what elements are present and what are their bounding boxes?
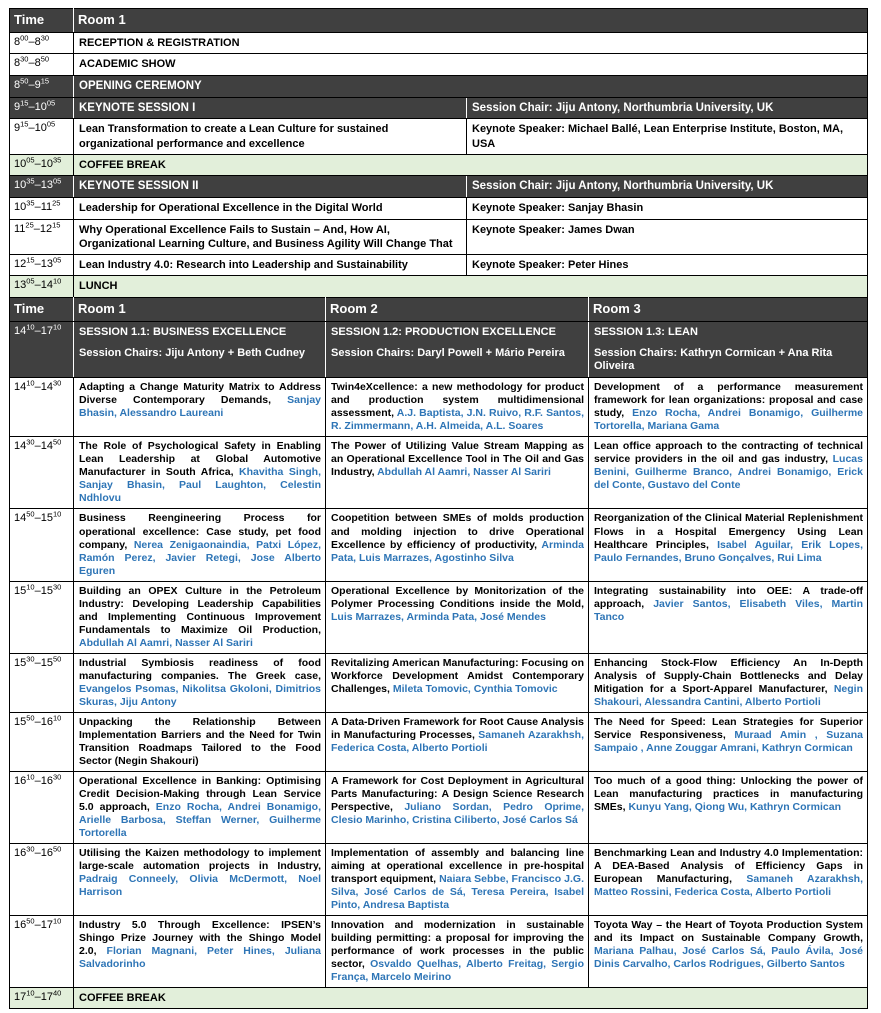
paper-title: Unpacking the Relationship Between Implementation Barriers and the Need for Twin Transition Roadmaps Tailored to the Food Sector (Negin Shakouri) [79,715,321,767]
paper-title: Business Reengineering Process for operational excellence: Case study, pet food company, [79,512,321,551]
time-cell [10,219,74,255]
time-start-hour: 10 [14,201,27,214]
time-separator: – [34,512,41,525]
time-separator: – [34,158,41,171]
paper-cell [589,653,868,712]
schedule-row [10,219,868,255]
schedule-row [10,155,868,176]
paper-title: A Framework for Cost Deployment in Agricultural Parts Manufacturing: A Design Science Research Perspective, [331,774,584,813]
time-end-hour: 14 [40,279,53,292]
time-start-minutes: 10 [26,772,35,782]
paper-cell [74,509,326,581]
time-end-hour: 17 [40,324,53,337]
session-title: SESSION 1.2: PRODUCTION EXCELLENCE [331,325,556,338]
time-start-hour: 15 [14,715,27,728]
time-end-minutes: 50 [52,653,62,663]
time-start-minutes: 10 [26,581,35,591]
paper-cell [326,437,589,509]
time-start-hour: 13 [14,279,27,292]
paper-cell [326,378,589,437]
paper-cell [74,378,326,437]
paper-authors: Arminda Pata, Luis Marrazes, Agostinho Silva [331,538,584,564]
time-cell [10,75,74,97]
schedule-row [10,119,868,155]
time-end-minutes: 05 [52,176,62,186]
paper-cell [74,712,326,771]
time-separator: – [34,324,41,337]
paper-authors: Negin Shakouri, Alessandra Cantini, Alberto Portioli [594,682,863,708]
time-end-minutes: 25 [52,198,61,208]
time-end-minutes: 50 [52,437,62,447]
paper-cell [74,437,326,509]
paper-cell [589,771,868,843]
morning-schedule-table [9,8,868,298]
time-cell [10,255,74,276]
session-chairs: Session Chairs: Kathryn Cormican + Ana Rita Oliveira [594,346,833,373]
paper-authors: Khavitha Singh, Sanjay Bhasin, Paul Laughton, Celestin Ndhlovu [79,466,321,505]
time-start-minutes: 05 [26,155,35,165]
time-start-hour: 15 [14,584,27,597]
time-end-hour: 16 [40,846,53,859]
time-end-hour: 13 [40,258,53,271]
paper-row [10,509,868,581]
paper-cell [326,509,589,581]
time-end-minutes: 15 [52,219,61,229]
session-chairs: Session Chairs: Jiju Antony + Beth Cudney [79,346,306,359]
time-start-hour: 14 [14,381,27,394]
time-end-hour: 8 [34,36,41,48]
time-start-hour: 16 [14,774,27,787]
time-separator: – [28,57,35,70]
time-start-minutes: 10 [26,378,35,388]
paper-row [10,915,868,987]
afternoon-schedule-table [9,297,868,1010]
paper-authors: Kunyu Yang, Qiong Wu, Kathryn Cormican [628,800,841,813]
event-cell: COFFEE BREAK [74,155,868,176]
paper-title: Industrial Symbiosis readiness of food manufacturing companies. The Greek case, [79,656,321,682]
time-cell [10,712,74,771]
time-end-hour: 8 [34,57,41,70]
time-start-hour: 10 [14,158,27,171]
paper-authors: Abdullah Al Aamri, Nasser Al Sariri [377,466,551,479]
paper-authors: Samaneh Azarakhsh, Matteo Rossini, Federica Costa, Alberto Portioli [594,872,864,898]
time-start-hour: 9 [14,122,21,135]
time-start-minutes: 35 [26,176,35,186]
event-title-cell: Lean Transformation to create a Lean Culture for sustained organizational performance and excellence [74,119,467,155]
time-end-minutes: 30 [52,378,62,388]
time-end-hour: 16 [40,715,53,728]
time-end-hour: 16 [40,774,53,787]
time-start-hour: 10 [14,179,27,192]
time-end-minutes: 50 [52,844,62,854]
paper-cell [589,843,868,915]
paper-cell [589,712,868,771]
time-end-hour: 17 [40,918,53,931]
time-end-hour: 12 [39,222,53,235]
time-separator: – [34,584,41,597]
time-start-minutes: 35 [26,198,35,208]
paper-title: The Need for Speed: Lean Strategies for Superior Service Responsiveness, [594,715,863,741]
time-end-hour: 15 [40,584,53,597]
room1-column-header: Room 1 [74,297,326,321]
event-speaker-cell: Session Chair: Jiju Antony, Northumbria University, UK [467,176,868,198]
session-chairs: Session Chairs: Daryl Powell + Mário Pereira [331,346,565,359]
time-end-hour: 14 [40,440,53,453]
paper-authors: Padraig Conneely, Olivia McDermott, Noel Harrison [79,872,321,898]
paper-title: Industry 5.0 Through Excellence: IPSEN’s Shingo Prize Journey with the Shingo Model 2.0, [79,918,321,957]
time-start-hour: 12 [14,258,27,271]
paper-cell [326,915,589,987]
schedule-row [10,97,868,119]
paper-title: Revitalizing American Manufacturing: Focusing on Workforce Development Amidst Contemporary Challenges, [331,656,584,695]
schedule-row [10,198,868,219]
paper-title: Utilising the Kaizen methodology to implement large-scale automation projects in Industry, [79,846,321,872]
time-end-hour: 15 [40,512,53,525]
time-separator: – [34,918,41,931]
paper-cell [589,378,868,437]
paper-cell [589,915,868,987]
time-cell [10,437,74,509]
paper-row [10,437,868,509]
paper-authors: Enzo Rocha, Andrei Bonamigo, Arielle Barbosa, Steffan Werner, Guilherme Tortorella [79,800,322,839]
time-start-minutes: 50 [26,713,35,723]
paper-cell [74,843,326,915]
time-separator: – [34,846,41,859]
time-cell [10,653,74,712]
time-cell [10,509,74,581]
time-start-minutes: 15 [26,255,35,265]
room2-column-header: Room 2 [326,297,589,321]
time-start-minutes: 05 [26,276,35,286]
room1-column-header: Room 1 [74,9,868,33]
time-start-hour: 8 [14,36,21,48]
session-header-cell [326,321,589,378]
time-cell [10,97,74,119]
room3-column-header: Room 3 [589,297,868,321]
time-separator: – [34,201,41,214]
paper-cell [74,581,326,653]
time-start-hour: 17 [14,991,27,1003]
schedule-row [10,75,868,97]
time-cell [10,771,74,843]
time-end-minutes: 05 [52,255,62,265]
paper-title: Toyota Way – the Heart of Toyota Production System and its Impact on Sustainable Company Growth, [594,918,863,944]
paper-authors: Isabel Aguilar, Erik Lopes, Paulo Fernandes, Bruno Gonçalves, Rui Lima [594,538,864,564]
paper-title: Reorganization of the Clinical Material Replenishment Flows in a Hospital Emergency Using Lean Healthcare Principles, [594,512,863,551]
time-start-minutes: 50 [26,916,35,926]
time-end-minutes: 30 [40,33,50,43]
time-separator: – [34,656,41,669]
time-separator: – [34,440,41,453]
paper-cell [589,437,868,509]
time-end-minutes: 10 [52,713,62,723]
event-cell: ACADEMIC SHOW [74,54,868,75]
time-start-hour: 11 [14,222,26,235]
time-start-hour: 8 [14,57,21,70]
time-start-minutes: 50 [26,509,35,519]
paper-authors: Luis Marrazes, Arminda Pata, José Mendes [331,610,546,623]
paper-authors: Juliano Sordan, Pedro Oprime, Clesio Marinho, Cristina Ciliberto, José Carlos Sá [331,800,585,826]
paper-title: Enhancing Stock-Flow Efficiency An In-Depth Analysis of Supply-Chain Bottlenecks and Delay Mitigation for a Sport-Apparel Manufacturer, [594,656,863,695]
event-speaker-cell: Keynote Speaker: Sanjay Bhasin [467,198,868,219]
time-separator: – [28,122,35,135]
paper-cell [74,653,326,712]
afternoon-body [10,321,868,1009]
paper-authors: Evangelos Psomas, Nikolitsa Gkoloni, Dimitrios Skuras, Jiju Antony [79,682,321,708]
time-end-hour: 13 [40,179,53,192]
paper-title: Lean office approach to the contracting of technical service providers in the oil and gas industry, [594,440,863,466]
time-end-minutes: 05 [46,97,56,107]
time-start-hour: 9 [14,100,21,113]
time-separator: – [34,279,41,292]
time-start-minutes: 10 [26,322,35,332]
paper-title: Adapting a Change Maturity Matrix to Address Diverse Contemporary Demands, [79,381,321,407]
time-cell [10,321,74,378]
paper-authors: Sanjay Bhasin, Alessandro Laureani [79,394,321,420]
session-title: SESSION 1.1: BUSINESS EXCELLENCE [79,325,287,338]
schedule-row [10,255,868,276]
paper-row [10,653,868,712]
paper-cell [326,653,589,712]
paper-title: Coopetition between SMEs of molds production and molding injection to drive Operational Excellence by efficiency of productivity, [331,512,584,551]
paper-cell [74,915,326,987]
time-cell [10,581,74,653]
time-cell [10,276,74,297]
time-end-hour: 15 [40,656,53,669]
paper-authors: Muraad Amin , Suzana Sampaio , Anne Zouggar Amrani, Kathryn Cormican [594,728,863,754]
event-title-cell: KEYNOTE SESSION II [74,176,467,198]
time-start-hour: 15 [14,656,27,669]
time-cell [10,988,74,1009]
paper-authors: Lucas Benini, Guilherme Branco, Andrei Bonamigo, Erick del Conte, Gustavo del Conte [594,453,863,492]
time-start-minutes: 50 [20,75,29,85]
time-start-hour: 16 [14,846,27,859]
time-separator: – [34,715,41,728]
paper-cell [589,581,868,653]
event-title-cell: Why Operational Excellence Fails to Sustain – And, How AI, Organizational Learning Culture, and Business Agility Will Change That [74,219,467,255]
paper-title: A Data-Driven Framework for Root Cause Analysis in Manufacturing Processes, [331,715,584,741]
time-end-minutes: 10 [52,509,62,519]
time-end-minutes: 30 [52,772,62,782]
paper-title: Operational Excellence by Monitorization of the Polymer Processing Conditions inside the Mold, [331,584,584,610]
afternoon-header-row [10,297,868,321]
paper-row [10,712,868,771]
schedule-row [10,54,868,75]
event-speaker-cell: Session Chair: Jiju Antony, Northumbria University, UK [467,97,868,119]
time-start-minutes: 30 [26,437,35,447]
time-start-minutes: 25 [25,219,34,229]
paper-cell [326,581,589,653]
time-separator: – [34,774,41,787]
time-end-hour: 17 [40,991,53,1003]
session-title: SESSION 1.3: LEAN [594,325,698,338]
morning-header-row [10,9,868,33]
paper-authors: Samaneh Azarakhsh, Federica Costa, Alberto Portioli [331,728,584,754]
event-speaker-cell: Keynote Speaker: Michael Ballé, Lean Enterprise Institute, Boston, MA, USA [467,119,868,155]
paper-cell [326,771,589,843]
time-cell [10,176,74,198]
event-cell: COFFEE BREAK [74,988,868,1009]
time-start-minutes: 30 [26,844,35,854]
paper-row [10,581,868,653]
schedule-row [10,33,868,54]
time-start-minutes: 30 [26,653,35,663]
paper-cell [326,712,589,771]
time-end-minutes: 30 [52,581,62,591]
time-column-header: Time [10,297,74,321]
paper-title: The Power of Utilizing Value Stream Mapping as an Operational Excellence Tool in The Oil and Gas Industry, [331,440,584,479]
time-end-minutes: 05 [46,119,56,129]
paper-authors: A.J. Baptista, J.N. Ruivo, R.F. Santos, R. Zimmermann, A.H. Almeida, A.L. Soares [331,407,584,433]
time-end-hour: 9 [34,78,41,91]
paper-title: Benchmarking Lean and Industry 4.0 Implementation: A DEA-Based Analysis of Efficiency Gaps in European Manufacturing, [594,846,863,885]
event-title-cell: KEYNOTE SESSION I [74,97,467,119]
session-header-cell [589,321,868,378]
paper-title: Building an OPEX Culture in the Petroleum Industry: Developing Leadership Capabilities and Implementing Continuous Improvement Fundamentals to Maximize Oil Production, [79,584,321,636]
time-start-minutes: 00 [20,33,29,43]
time-cell [10,155,74,176]
time-cell [10,843,74,915]
time-end-minutes: 50 [40,54,50,64]
time-end-minutes: 40 [52,988,62,998]
time-cell [10,198,74,219]
paper-title: The Role of Psychological Safety in Enabling Lean Leadership at Global Automotive Manufacturer in South Africa, [79,440,321,479]
time-end-minutes: 35 [52,155,62,165]
time-cell [10,33,74,54]
time-cell [10,915,74,987]
event-speaker-cell: Keynote Speaker: Peter Hines [467,255,868,276]
paper-title: Integrating sustainability into OEE: A trade-off approach, [594,584,863,610]
paper-title: Twin4eXcellence: a new methodology for product and production system multidimensional assessment, [331,381,584,420]
paper-row [10,771,868,843]
paper-authors: Abdullah Al Aamri, Nasser Al Sariri [79,636,253,649]
schedule-row [10,276,868,297]
paper-authors: Mileta Tomovic, Cynthia Tomovic [392,682,558,695]
event-cell: RECEPTION & REGISTRATION [74,33,868,54]
paper-authors: Nerea Zenigaonaindia, Patxi López, Ramón Perez, Javier Retegi, Jose Alberto Eguren [79,538,321,577]
time-start-minutes: 10 [26,988,35,998]
time-cell [10,54,74,75]
time-column-header: Time [10,9,74,33]
morning-body [10,33,868,298]
paper-cell [589,509,868,581]
paper-cell [74,771,326,843]
paper-title: Too much of a good thing: Unlocking the power of Lean manufacturing practices in manufacturing SMEs, [594,774,863,813]
paper-row [10,378,868,437]
paper-authors: Enzo Rocha, Andrei Bonamigo, Guilherme Tortorella, Mariana Gama [594,407,863,433]
time-start-minutes: 15 [20,97,29,107]
time-separator: – [34,258,41,271]
paper-authors: Naiara Sebbe, Francisco J.G. Silva, José Carlos de Sá, Teresa Pereira, Isabel Pinto, Andresa Baptista [331,872,584,911]
time-start-minutes: 15 [20,119,29,129]
time-end-minutes: 15 [40,75,50,85]
time-start-hour: 14 [14,512,27,525]
paper-title: Innovation and modernization in sustainable building permitting: a proposal for improving the performance of work processes in the public sector, [331,918,584,970]
time-start-hour: 14 [14,324,27,337]
paper-authors: Javier Santos, Elisabeth Viles, Martin Tanco [594,597,863,623]
time-separator: – [33,222,40,235]
time-end-minutes: 10 [52,322,62,332]
event-title-cell: Leadership for Operational Excellence in the Digital World [74,198,467,219]
time-end-hour: 10 [40,158,53,171]
time-separator: – [28,78,35,91]
paper-authors: Florian Magnani, Peter Hines, Juliana Salvadorinho [79,944,321,970]
event-cell: OPENING CEREMONY [74,75,868,97]
time-start-hour: 8 [14,78,21,91]
paper-title: Operational Excellence in Banking: Optimising Credit Decision-Making through Lean Service 5.0 approach, [79,774,321,813]
time-end-hour: 14 [40,381,53,394]
session-header-cell [74,321,326,378]
schedule-row [10,988,868,1009]
time-start-minutes: 30 [20,54,29,64]
time-separator: – [28,100,35,113]
time-end-hour: 10 [34,122,47,135]
time-separator: – [34,179,41,192]
paper-title: Implementation of assembly and balancing line aiming at operational excellence in pre-hospital transport equipment, [331,846,584,885]
time-separator: – [34,381,41,394]
time-separator: – [28,36,35,48]
paper-cell [326,843,589,915]
time-end-minutes: 10 [52,276,62,286]
event-cell: LUNCH [74,276,868,297]
schedule-row [10,176,868,198]
paper-title: Development of a performance measurement framework for lean organizations: proposal and case study, [594,381,863,420]
time-end-minutes: 10 [52,916,62,926]
time-separator: – [34,991,41,1003]
time-cell [10,378,74,437]
session-header-row [10,321,868,378]
time-cell [10,119,74,155]
time-end-hour: 11 [40,201,53,214]
event-title-cell: Lean Industry 4.0: Research into Leadership and Sustainability [74,255,467,276]
time-start-hour: 16 [14,918,27,931]
time-start-hour: 14 [14,440,27,453]
paper-row [10,843,868,915]
time-end-hour: 10 [34,100,47,113]
paper-authors: Mariana Palhau, José Carlos Sá, Paulo Ávila, José Dinis Carvalho, Carlos Rodrigues, Gilberto Santos [594,944,863,970]
event-speaker-cell: Keynote Speaker: James Dwan [467,219,868,255]
paper-authors: Osvaldo Quelhas, Alberto Freitag, Sergio França, Marcelo Meirino [331,957,584,983]
